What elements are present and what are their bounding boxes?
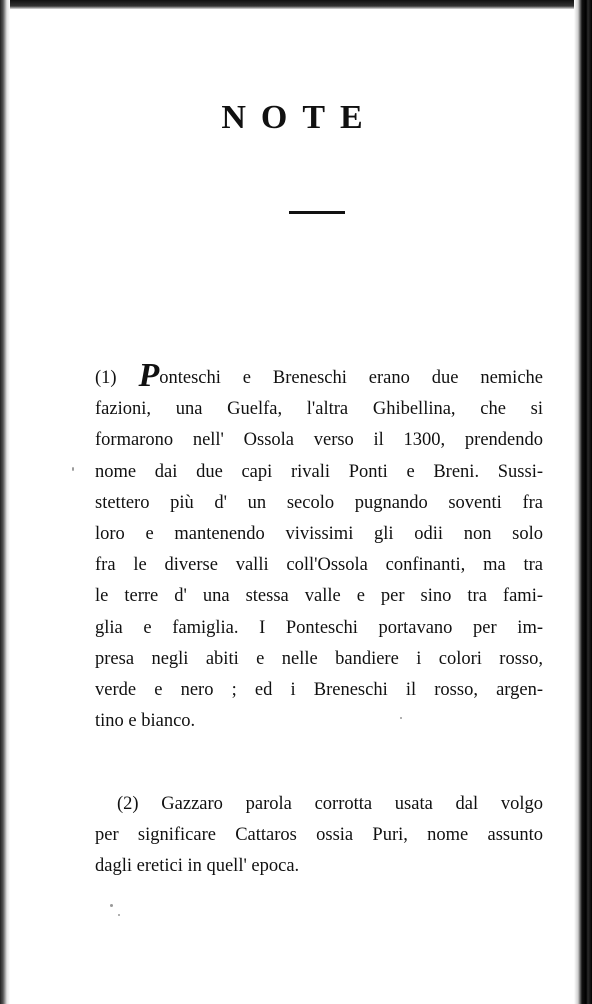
scan-speck (72, 467, 74, 471)
note-line: le terre d' una stessa valle e per sino tra fami- (95, 586, 543, 607)
page-title: NOTE (221, 99, 378, 136)
note-2 (95, 789, 543, 883)
note-text: onteschi e Breneschi erano due nemiche (159, 368, 543, 388)
note-line: presa negli abiti e nelle bandiere i colori rosso, (95, 648, 543, 669)
page-body (10, 9, 574, 1004)
note-line (95, 789, 543, 820)
scan-left-edge (0, 0, 10, 1004)
note-line: tino e bianco. (95, 711, 196, 732)
note-line: stettero più d' un secolo pugnando soventi fra (95, 492, 543, 513)
note-line: nome dai due capi rivali Ponti e Breni. Sussi- (95, 461, 543, 482)
drop-initial: P (138, 357, 160, 394)
note-line: per significare Cattaros ossia Puri, nome assunto (95, 825, 543, 846)
scan-speck (110, 904, 113, 907)
note-line: dagli eretici in quell' epoca. (95, 856, 300, 877)
note-line: verde e nero ; ed i Breneschi il rosso, argen- (95, 679, 543, 700)
note-line: loro e mantenendo vivissimi gli odii non solo (95, 523, 543, 544)
note-1 (95, 357, 543, 737)
title-rule (289, 211, 345, 214)
note-line: fra le diverse valli coll'Ossola confinanti, ma tra (95, 555, 543, 576)
scan-speck (400, 717, 402, 719)
note-text: Gazzaro parola corrotta usata dal volgo (161, 794, 543, 814)
scan-top-edge (0, 0, 592, 9)
scan-speck (118, 914, 120, 916)
note-line: fazioni, una Guelfa, l'altra Ghibellina, che si (95, 399, 543, 420)
note-line (95, 357, 543, 394)
note-line: formarono nell' Ossola verso il 1300, prendendo (95, 430, 543, 451)
note-number: (1) (95, 368, 117, 388)
book-gutter (574, 0, 592, 1004)
note-number: (2) (117, 794, 139, 814)
note-line: glia e famiglia. I Ponteschi portavano per im- (95, 617, 543, 638)
